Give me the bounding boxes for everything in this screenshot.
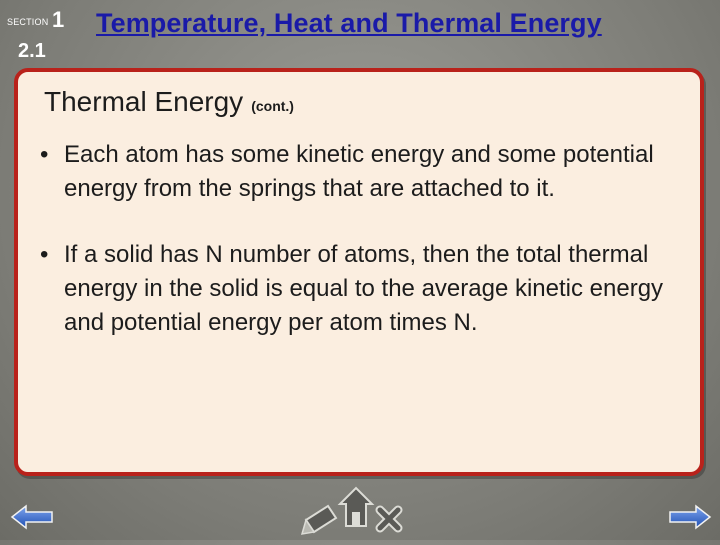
bullet-list	[36, 138, 696, 372]
arrow-left-icon	[10, 504, 54, 530]
bullet-icon: •	[40, 141, 49, 168]
section-number: 1	[52, 7, 65, 32]
bullet-text: Each atom has some kinetic energy and some potential energy from the springs that are attached to it.	[64, 141, 654, 202]
nav-toolbar	[300, 484, 424, 540]
section-label: SECTION	[7, 17, 49, 27]
slide-title	[44, 86, 294, 118]
chapter-title[interactable]: Temperature, Heat and Thermal Energy	[96, 8, 602, 38]
arrow-right-icon	[668, 504, 712, 530]
bullet-icon: •	[40, 241, 49, 268]
slide-title-text: Thermal Energy	[44, 86, 244, 117]
resources-button[interactable]	[300, 502, 338, 538]
slide-title-suffix: (cont.)	[251, 98, 294, 114]
bullet-text: If a solid has N number of atoms, then the total thermal energy in the solid is equal to the average kinetic energy and potential energy per atom times N.	[64, 241, 664, 336]
back-button[interactable]	[10, 504, 54, 530]
list-item	[36, 138, 696, 206]
section-badge	[0, 0, 68, 72]
lesson-number: 2.1	[18, 40, 46, 62]
exit-button[interactable]	[376, 506, 406, 534]
next-button[interactable]	[668, 504, 712, 530]
home-button[interactable]	[338, 484, 376, 530]
list-item	[36, 238, 696, 340]
